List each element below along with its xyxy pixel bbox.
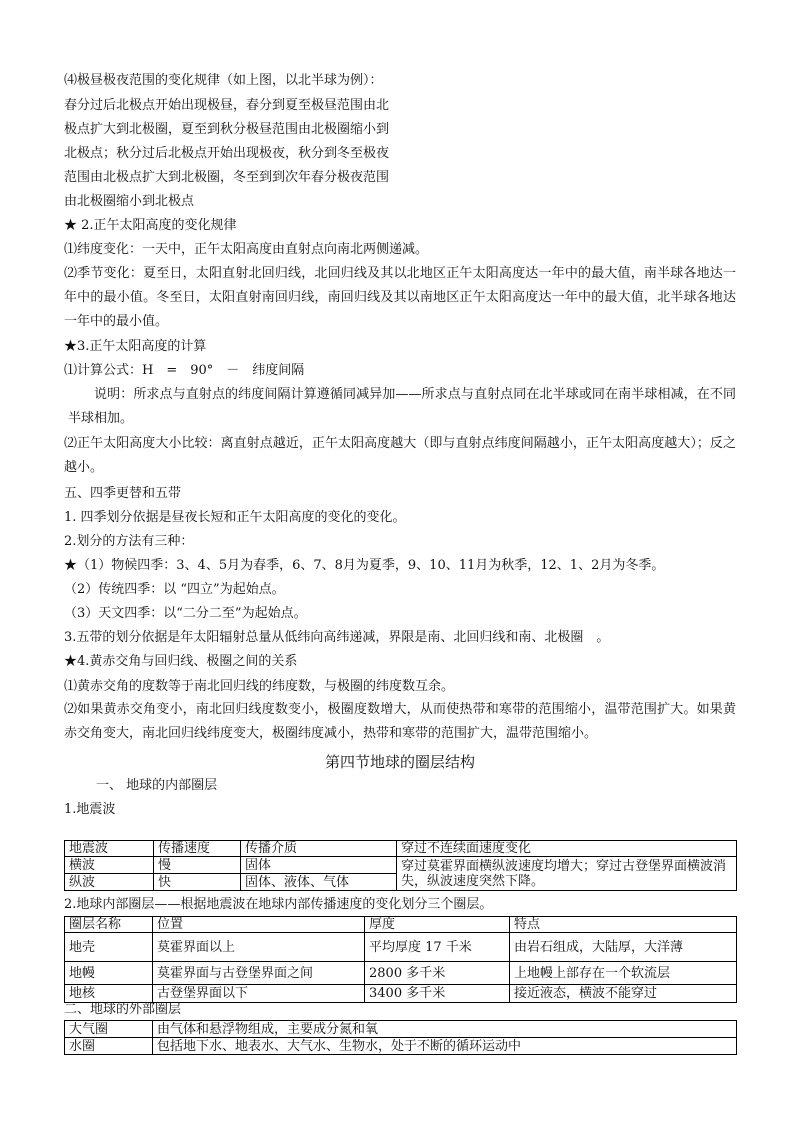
table-cell: 3400 多千米 bbox=[365, 985, 510, 1003]
table-cell: 横波 bbox=[65, 857, 154, 874]
table-header: 特点 bbox=[510, 917, 737, 933]
phenological-seasons-text: ★（1）物候四季：3、4、5月为春季，6、7、8月为夏季，9、10、11月为秋季，12、1、2月为冬季。 bbox=[64, 558, 665, 573]
polar-range-line: 由北极圈缩小到北极点 bbox=[64, 194, 195, 209]
noon-sun-compare-text: ⑵正午太阳高度大小比较：离直射点越近，正午太阳高度越大（即与直射点纬度间隔越小，正午太阳高度越大）；反之越小。 bbox=[64, 436, 736, 475]
table-header: 厚度 bbox=[365, 917, 510, 933]
polar-range-line: 极点扩大到北极圈，夏至到秋分极昼范围由北极圈缩小到 bbox=[64, 122, 390, 137]
obliquity-relation-heading: ★4.黄赤交角与回归线、极圈之间的关系 bbox=[64, 654, 298, 669]
seasons-basis-text: 1. 四季划分依据是昼夜长短和正午太阳高度的变化的变化。 bbox=[64, 510, 406, 525]
velocity-change-cell: 穿过莫霍界面横纵波速度均增大；穿过古登堡界面横波消失，纵波速度突然下降。 bbox=[397, 857, 737, 891]
five-zones-text: 3.五带的划分依据是年太阳辐射总量从低纬向高纬递减，界限是南、北回归线和南、北极圈 。 bbox=[64, 630, 610, 645]
table-cell: 地幔 bbox=[65, 962, 153, 985]
inner-layers-heading: 一、 地球的内部圈层 bbox=[96, 778, 218, 793]
polar-range-line: 春分过后北极点开始出现极昼，春分到夏至极昼范围由北 bbox=[64, 98, 390, 113]
astronomical-seasons-text: （3）天文四季：以“二分二至”为起始点。 bbox=[64, 606, 307, 621]
seasonal-variation-text: ⑵季节变化：夏至日，太阳直射北回归线，北回归线及其以北地区正午太阳高度达一年中的最大值，南半球各地达一年中的最小值。冬至日，太阳直射南回归线，南回归线及其以南地区正午太阳高度达一年中的最大值，北半球各地达一年中的最小值。 bbox=[64, 266, 736, 329]
section-title: 第四节地球的圈层结构 bbox=[324, 753, 475, 771]
table-cell: 地核 bbox=[65, 985, 153, 1003]
table-cell: 上地幔上部存在一个软流层 bbox=[510, 962, 737, 985]
traditional-seasons-text: （2）传统四季：以 “四立”为起始点。 bbox=[64, 582, 285, 597]
table-header: 圈层名称 bbox=[65, 917, 153, 933]
table-cell: 快 bbox=[154, 874, 241, 891]
table-cell: 大气圈 bbox=[65, 1021, 153, 1038]
table-header: 传播速度 bbox=[154, 841, 241, 857]
latitude-variation-text: ⑴纬度变化：一天中，正午太阳高度由直射点向南北两侧递减。 bbox=[64, 242, 429, 257]
table-header: 地震波 bbox=[65, 841, 154, 857]
table-cell: 2800 多千米 bbox=[365, 962, 510, 985]
formula-text: ⑴计算公式：H = 90° － 纬度间隔 bbox=[64, 363, 305, 378]
division-methods-text: 2.划分的方法有三种： bbox=[64, 534, 194, 549]
table-cell: 接近液态，横波不能穿过 bbox=[510, 985, 737, 1003]
table-cell: 由气体和悬浮物组成，主要成分氮和氧 bbox=[153, 1021, 737, 1038]
table-cell: 固体 bbox=[241, 857, 397, 874]
inner-layers-table bbox=[64, 916, 737, 1003]
table-cell: 包括地下水、地表水、大气水、生物水，处于不断的循环运动中 bbox=[153, 1038, 737, 1055]
table-header: 位置 bbox=[153, 917, 365, 933]
table-cell: 莫霍界面以上 bbox=[153, 933, 365, 962]
polar-range-heading: ⑷极昼极夜范围的变化规律（如上图，以北半球为例）： bbox=[64, 73, 383, 88]
formula-note: 说明：所求点与直射点的纬度间隔计算遵循同减异加——所求点与直射点同在北半球或同在南半球相减，在不同半球相加。 bbox=[68, 387, 736, 426]
table-cell: 纵波 bbox=[65, 874, 154, 891]
obliquity-degree-text: ⑴黄赤交角的度数等于南北回归线的纬度数，与极圈的纬度数互余。 bbox=[64, 679, 455, 694]
table-cell: 固体、液体、气体 bbox=[241, 874, 397, 891]
noon-sun-calc-heading: ★3.正午太阳高度的计算 bbox=[64, 339, 207, 354]
polar-range-line: 范围由北极点扩大到北极圈，冬至到到次年春分极夜范围 bbox=[64, 170, 390, 185]
outer-layers-table bbox=[64, 1020, 737, 1055]
obliquity-change-text: ⑵如果黄赤交角变小，南北回归线度数变小，极圈度数增大，从而使热带和寒带的范围缩小，温带范围扩大。如果黄赤交角变大，南北回归线纬度变大，极圈纬度减小，热带和寒带的范围扩大，温带范围缩小。 bbox=[64, 702, 736, 741]
table-cell: 慢 bbox=[154, 857, 241, 874]
polar-range-line: 北极点；秋分过后北极点开始出现极夜，秋分到冬至极夜 bbox=[64, 146, 390, 161]
table-header: 传播介质 bbox=[241, 841, 397, 857]
table-cell: 地壳 bbox=[65, 933, 153, 962]
seismic-wave-table bbox=[64, 840, 737, 891]
table-cell: 莫霍界面与古登堡界面之间 bbox=[153, 962, 365, 985]
seismic-wave-heading: 1.地震波 bbox=[64, 802, 116, 817]
outer-layers-heading: 二、地球的外部圈层 bbox=[64, 1002, 182, 1017]
table-header: 穿过不连续面速度变化 bbox=[397, 841, 737, 857]
table-cell: 古登堡界面以下 bbox=[153, 985, 365, 1003]
inner-layers-division-text: 2.地球内部圈层——根据地震波在地球内部传播速度的变化划分三个圈层。 bbox=[64, 897, 493, 912]
table-cell: 由岩石组成，大陆厚，大洋薄 bbox=[510, 933, 737, 962]
table-cell: 平均厚度 17 千米 bbox=[365, 933, 510, 962]
noon-sun-variation-heading: ★ 2.正午太阳高度的变化规律 bbox=[64, 218, 237, 233]
table-cell: 水圈 bbox=[65, 1038, 153, 1055]
seasons-zones-heading: 五、四季更替和五带 bbox=[64, 486, 182, 501]
